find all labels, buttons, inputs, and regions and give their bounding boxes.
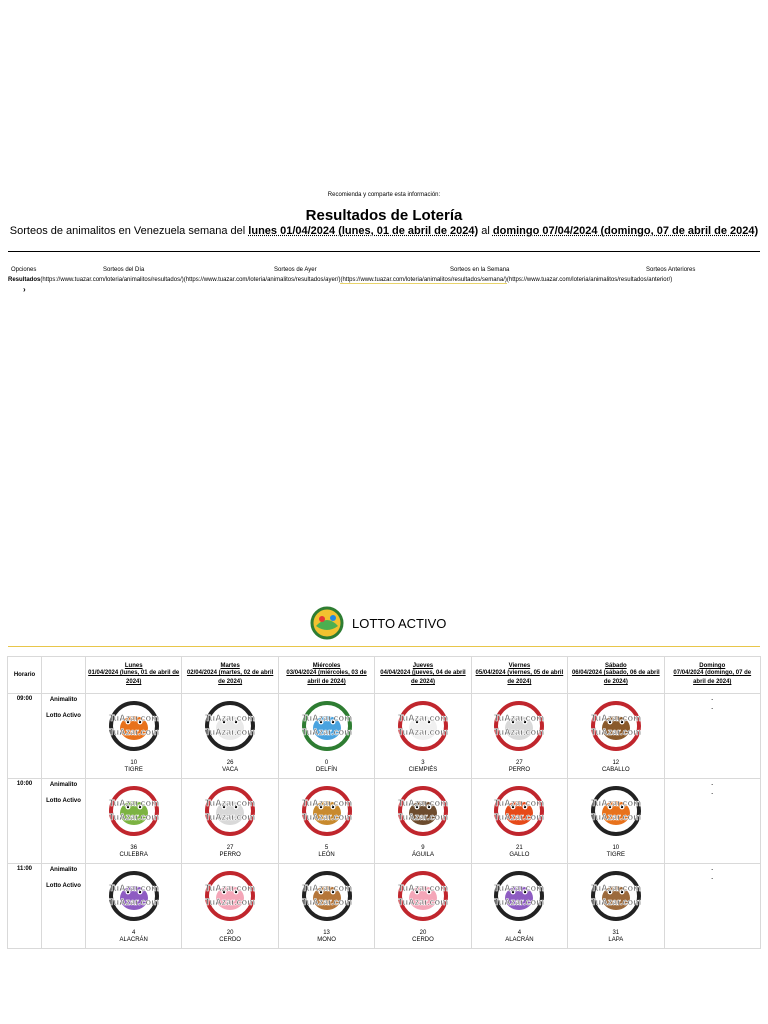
result-animal: ALACRÁN <box>119 937 148 943</box>
result-number: 31 <box>612 930 620 936</box>
watermark-text: TuAzar.com <box>204 798 256 808</box>
link-semana-url[interactable]: (https://www.tuazar.com/loteria/animalitos/resultados/semana/) <box>340 277 507 283</box>
watermark-text: TuAzar.com <box>397 883 449 893</box>
animal-ball-icon <box>108 700 160 752</box>
link-dia-url[interactable]: (https://www.tuazar.com/loteria/animalitos/resultados/) <box>40 277 184 283</box>
animal-ball-icon <box>493 870 545 922</box>
result-number: 12 <box>612 760 620 766</box>
lottery-header <box>310 606 446 640</box>
result-animal: CULEBRA <box>119 852 148 858</box>
result-animal: LEÓN <box>318 852 335 858</box>
result-cell <box>182 779 278 864</box>
day-header: Domingo 07/04/2024 (domingo, 07 de abril de 2024) <box>664 657 760 694</box>
animal-ball-icon <box>493 700 545 752</box>
result-number: 10 <box>130 760 138 766</box>
result-animal: CERDO <box>412 937 434 943</box>
table-row <box>8 779 761 864</box>
watermark-text: TuAzar.com <box>494 812 545 822</box>
day-header: Miércoles 03/04/2024 (miércoles, 03 de abril de 2024) <box>278 657 374 694</box>
result-cell <box>182 864 278 949</box>
result-cell <box>471 779 567 864</box>
result-animal: LAPA <box>608 937 624 943</box>
result-animal: TIGRE <box>124 767 143 773</box>
animal-ball-icon <box>397 785 449 837</box>
results-label: Resultados <box>8 277 41 283</box>
result-cell-empty: - - <box>664 779 760 864</box>
result-cell <box>568 779 664 864</box>
week-start-date: lunes 01/04/2024 (lunes, 01 de abril de 2024) <box>248 225 479 237</box>
draw-time: 09:00 <box>8 694 42 779</box>
watermark-text: TuAzar.com <box>108 883 159 893</box>
result-number: 9 <box>421 845 425 851</box>
table-row <box>8 694 761 779</box>
watermark-text: TuAzar.com <box>494 897 545 907</box>
animal-ball-icon <box>590 785 642 837</box>
watermark-text: TuAzar.com <box>204 812 256 822</box>
draw-time: 11:00 <box>8 864 42 949</box>
watermark-text: TuAzar.com <box>590 897 641 907</box>
result-number: 4 <box>517 930 522 936</box>
result-cell <box>278 779 374 864</box>
result-cell <box>86 864 182 949</box>
result-cell <box>278 864 374 949</box>
animal-ball-icon <box>493 785 545 837</box>
watermark-text: TuAzar.com <box>108 713 159 723</box>
watermark-text: TuAzar.com <box>108 798 159 808</box>
result-number: 36 <box>130 845 138 851</box>
result-animal: VACA <box>222 767 239 773</box>
watermark-text: TuAzar.com <box>590 798 641 808</box>
watermark-text: TuAzar.com <box>397 798 449 808</box>
result-number: 0 <box>324 760 329 766</box>
result-number: 21 <box>516 845 523 851</box>
nav-sorteos-de-ayer[interactable]: Sorteos de Ayer <box>274 267 317 273</box>
chevron-right-icon[interactable]: › <box>23 285 26 294</box>
watermark-text: TuAzar.com <box>494 713 545 723</box>
watermark-text: TuAzar.com <box>301 897 352 907</box>
result-animal: CABALLO <box>601 767 630 773</box>
day-header: Jueves 04/04/2024 (jueves, 04 de abril de 2024) <box>375 657 471 694</box>
watermark-text: TuAzar.com <box>108 727 159 737</box>
result-cell-empty: - - <box>664 694 760 779</box>
row-label: Animalito Lotto Activo <box>42 779 86 864</box>
watermark-text: TuAzar.com <box>397 812 449 822</box>
lottery-name: LOTTO ACTIVO <box>352 615 447 631</box>
watermark-text: TuAzar.com <box>204 897 256 907</box>
result-number: 27 <box>516 760 523 766</box>
result-cell <box>568 864 664 949</box>
week-end-date: domingo 07/04/2024 (domingo, 07 de abril de 2024) <box>492 225 759 237</box>
animal-ball-icon <box>204 700 256 752</box>
result-cell <box>471 694 567 779</box>
watermark-text: TuAzar.com <box>204 727 256 737</box>
page-title: Resultados de Lotería <box>305 207 463 224</box>
share-text: Recomienda y comparte esta información: <box>327 192 441 198</box>
watermark-text: TuAzar.com <box>204 713 256 723</box>
watermark-text: TuAzar.com <box>204 883 256 893</box>
watermark-text: TuAzar.com <box>590 883 641 893</box>
animal-ball-icon <box>397 700 449 752</box>
animal-ball-icon <box>301 870 353 922</box>
watermark-text: TuAzar.com <box>590 812 641 822</box>
result-cell <box>375 779 471 864</box>
divider <box>8 251 760 252</box>
watermark-text: TuAzar.com <box>301 798 352 808</box>
week-subtitle <box>8 226 760 237</box>
result-animal: ÁGUILA <box>411 852 434 858</box>
result-animal: CERDO <box>219 937 241 943</box>
animal-ball-icon <box>301 785 353 837</box>
animal-ball-icon <box>204 870 256 922</box>
link-ayer-url[interactable]: (https://www.tuazar.com/loteria/animalitos/resultados/ayer/) <box>183 277 341 283</box>
watermark-text: TuAzar.com <box>590 727 641 737</box>
animal-ball-icon <box>108 870 160 922</box>
result-number: 10 <box>612 845 620 851</box>
watermark-text: TuAzar.com <box>301 812 352 822</box>
watermark-text: TuAzar.com <box>494 727 545 737</box>
animal-ball-icon <box>590 700 642 752</box>
results-table <box>7 656 761 949</box>
animal-ball-icon <box>204 785 256 837</box>
row-label: Animalito Lotto Activo <box>42 694 86 779</box>
watermark-text: TuAzar.com <box>301 727 352 737</box>
watermark-text: TuAzar.com <box>301 713 352 723</box>
result-cell-empty: - - <box>664 864 760 949</box>
result-animal: GALLO <box>509 852 530 858</box>
watermark-text: TuAzar.com <box>397 727 449 737</box>
animal-ball-icon <box>301 700 353 752</box>
subtitle-middle: al <box>478 225 493 237</box>
result-cell <box>86 779 182 864</box>
result-number: 27 <box>226 845 234 851</box>
day-header: Lunes 01/04/2024 (lunes, 01 de abril de 2024) <box>86 657 182 694</box>
result-animal: PERRO <box>508 767 531 773</box>
lotto-activo-logo <box>310 606 344 640</box>
result-cell <box>375 864 471 949</box>
result-number: 20 <box>419 930 427 936</box>
animal-ball-icon <box>397 870 449 922</box>
table-row <box>8 864 761 949</box>
animal-ball-icon <box>108 785 160 837</box>
link-anterior-url[interactable]: (https://www.tuazar.com/loteria/animalitos/resultados/anterior/) <box>506 277 673 283</box>
result-cell <box>182 694 278 779</box>
watermark-text: TuAzar.com <box>494 798 545 808</box>
day-header: Sábado 06/04/2024 (sábado, 06 de abril de 2024) <box>568 657 664 694</box>
result-number: 13 <box>323 930 330 936</box>
result-animal: ALACRÁN <box>505 937 534 943</box>
result-cell <box>471 864 567 949</box>
result-number: 20 <box>226 930 234 936</box>
day-header: Martes 02/04/2024 (martes, 02 de abril de 2024) <box>182 657 278 694</box>
watermark-text: TuAzar.com <box>397 713 449 723</box>
result-cell <box>568 694 664 779</box>
animal-ball-icon <box>590 870 642 922</box>
draw-time: 10:00 <box>8 779 42 864</box>
result-cell <box>278 694 374 779</box>
watermark-text: TuAzar.com <box>108 812 159 822</box>
watermark-text: TuAzar.com <box>397 897 449 907</box>
nav-links-row <box>8 277 672 283</box>
result-number: 4 <box>132 930 136 936</box>
result-animal: PERRO <box>219 852 241 858</box>
result-animal: CIEMPIÉS <box>408 767 438 773</box>
watermark-text: TuAzar.com <box>301 883 352 893</box>
watermark-text: TuAzar.com <box>108 897 159 907</box>
row-label: Animalito Lotto Activo <box>42 864 86 949</box>
result-number: 3 <box>421 760 425 766</box>
result-cell <box>86 694 182 779</box>
nav-sorteos-del-dia[interactable]: Sorteos del Día <box>103 267 145 273</box>
watermark-text: TuAzar.com <box>590 713 641 723</box>
subtitle-prefix: Sorteos de animalitos en Venezuela semana del <box>9 225 249 237</box>
gold-divider <box>8 646 760 647</box>
result-number: 26 <box>226 760 234 766</box>
result-animal: TIGRE <box>606 852 625 858</box>
options-label: Opciones <box>11 267 37 273</box>
day-header: Viernes 05/04/2024 (viernes, 05 de abril de 2024) <box>471 657 567 694</box>
horario-header: Horario <box>8 657 42 694</box>
label-header <box>42 657 86 694</box>
nav-sorteos-anteriores[interactable]: Sorteos Anteriores <box>646 267 696 273</box>
watermark-text: TuAzar.com <box>494 883 545 893</box>
nav-sorteos-semana[interactable]: Sorteos en la Semana <box>450 267 510 273</box>
result-animal: DELFÍN <box>315 767 338 773</box>
table-header-row <box>8 657 761 694</box>
result-animal: MONO <box>317 937 336 943</box>
result-cell <box>375 694 471 779</box>
result-number: 5 <box>324 845 329 851</box>
